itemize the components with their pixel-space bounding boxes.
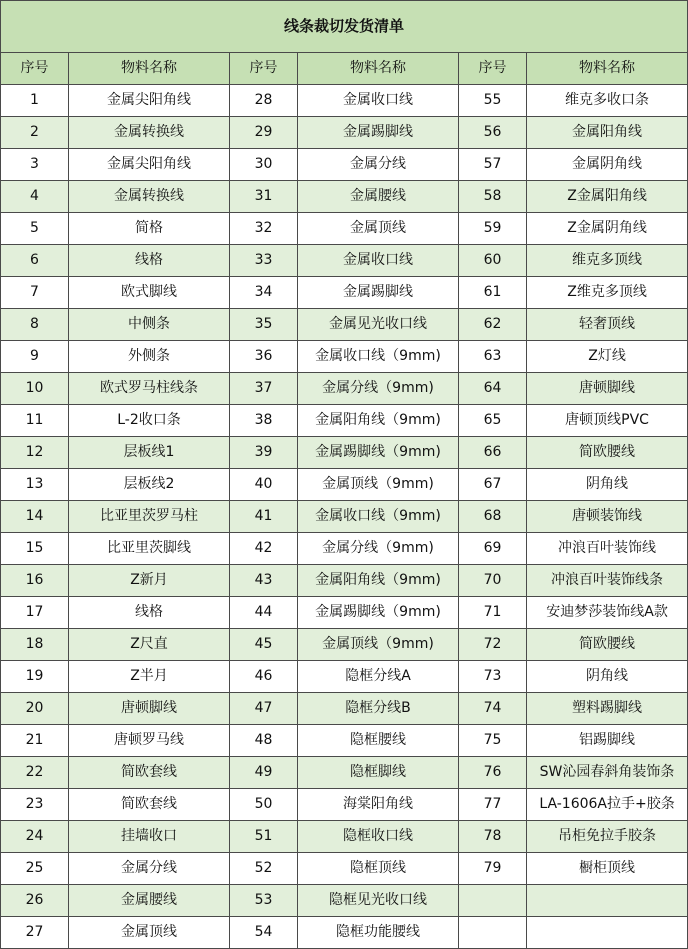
table-row: [1, 789, 688, 821]
seq-cell: [459, 917, 527, 949]
material-name-cell: 金属阳角线（9mm): [298, 565, 459, 597]
table-row: [1, 533, 688, 565]
material-name-cell: 维克多顶线: [527, 245, 688, 277]
seq-cell: 33: [230, 245, 298, 277]
material-name-cell: 金属尖阳角线: [69, 85, 230, 117]
material-name-cell: 金属收口线（9mm): [298, 341, 459, 373]
material-name-cell: 中侧条: [69, 309, 230, 341]
material-name-cell: 线格: [69, 245, 230, 277]
material-name-cell: 海棠阳角线: [298, 789, 459, 821]
seq-cell: 10: [1, 373, 69, 405]
material-name-cell: 层板线1: [69, 437, 230, 469]
seq-cell: 25: [1, 853, 69, 885]
material-name-cell: 唐顿装饰线: [527, 501, 688, 533]
material-name-cell: Z尺直: [69, 629, 230, 661]
table-row: [1, 309, 688, 341]
material-name-cell: 隐框腰线: [298, 725, 459, 757]
table-row: [1, 213, 688, 245]
table-row: [1, 725, 688, 757]
material-name-cell: LA-1606A拉手+胶条: [527, 789, 688, 821]
material-name-cell: 维克多收口条: [527, 85, 688, 117]
seq-cell: 74: [459, 693, 527, 725]
seq-cell: 36: [230, 341, 298, 373]
material-name-cell: 唐顿脚线: [69, 693, 230, 725]
material-name-cell: SW沁园春斜角装饰条: [527, 757, 688, 789]
seq-cell: 16: [1, 565, 69, 597]
material-name-cell: 金属分线: [298, 149, 459, 181]
sheet-title: 线条裁切发货清单: [1, 1, 688, 53]
seq-cell: 42: [230, 533, 298, 565]
material-name-cell: 隐框脚线: [298, 757, 459, 789]
table-row: [1, 853, 688, 885]
material-name-cell: 金属腰线: [298, 181, 459, 213]
seq-cell: 53: [230, 885, 298, 917]
seq-cell: 57: [459, 149, 527, 181]
seq-cell: 68: [459, 501, 527, 533]
seq-cell: 12: [1, 437, 69, 469]
seq-cell: 15: [1, 533, 69, 565]
table-row: [1, 149, 688, 181]
seq-cell: 64: [459, 373, 527, 405]
material-name-cell: 金属转换线: [69, 117, 230, 149]
material-name-cell: 隐框收口线: [298, 821, 459, 853]
table-row: [1, 373, 688, 405]
material-name-cell: 吊柜免拉手胶条: [527, 821, 688, 853]
seq-cell: 77: [459, 789, 527, 821]
table-row: [1, 821, 688, 853]
material-name-cell: 简欧腰线: [527, 437, 688, 469]
seq-cell: 54: [230, 917, 298, 949]
seq-cell: 60: [459, 245, 527, 277]
material-name-cell: 金属顶线（9mm): [298, 469, 459, 501]
seq-cell: 48: [230, 725, 298, 757]
material-name-cell: 金属阳角线: [527, 117, 688, 149]
seq-cell: 58: [459, 181, 527, 213]
seq-cell: 37: [230, 373, 298, 405]
material-name-cell: 欧式罗马柱线条: [69, 373, 230, 405]
seq-cell: 6: [1, 245, 69, 277]
table-row: [1, 917, 688, 949]
header-row: [1, 53, 688, 85]
seq-cell: 69: [459, 533, 527, 565]
seq-cell: 38: [230, 405, 298, 437]
table-row: [1, 757, 688, 789]
seq-cell: 50: [230, 789, 298, 821]
seq-cell: 17: [1, 597, 69, 629]
table-row: [1, 469, 688, 501]
header-seq-2: 序号: [230, 53, 298, 85]
seq-cell: 67: [459, 469, 527, 501]
seq-cell: 29: [230, 117, 298, 149]
material-name-cell: 冲浪百叶装饰线: [527, 533, 688, 565]
seq-cell: 52: [230, 853, 298, 885]
material-name-cell: 安迪梦莎装饰线A款: [527, 597, 688, 629]
seq-cell: 7: [1, 277, 69, 309]
seq-cell: 40: [230, 469, 298, 501]
seq-cell: 18: [1, 629, 69, 661]
material-name-cell: 塑料踢脚线: [527, 693, 688, 725]
table-row: [1, 277, 688, 309]
material-name-cell: Z维克多顶线: [527, 277, 688, 309]
seq-cell: 1: [1, 85, 69, 117]
material-name-cell: 线格: [69, 597, 230, 629]
material-name-cell: 简欧腰线: [527, 629, 688, 661]
header-seq-1: 序号: [1, 53, 69, 85]
material-name-cell: 金属踢脚线: [298, 117, 459, 149]
material-name-cell: 外侧条: [69, 341, 230, 373]
seq-cell: 70: [459, 565, 527, 597]
material-name-cell: Z新月: [69, 565, 230, 597]
material-name-cell: Z半月: [69, 661, 230, 693]
seq-cell: 32: [230, 213, 298, 245]
seq-cell: 62: [459, 309, 527, 341]
header-name-3: 物料名称: [527, 53, 688, 85]
seq-cell: 30: [230, 149, 298, 181]
material-name-cell: 金属分线（9mm): [298, 373, 459, 405]
seq-cell: 63: [459, 341, 527, 373]
seq-cell: 46: [230, 661, 298, 693]
material-name-cell: Z金属阳角线: [527, 181, 688, 213]
seq-cell: 22: [1, 757, 69, 789]
material-name-cell: 隐框分线A: [298, 661, 459, 693]
seq-cell: 73: [459, 661, 527, 693]
material-name-cell: 隐框功能腰线: [298, 917, 459, 949]
seq-cell: 78: [459, 821, 527, 853]
material-name-cell: 唐顿罗马线: [69, 725, 230, 757]
material-name-cell: 比亚里茨罗马柱: [69, 501, 230, 533]
table-row: [1, 885, 688, 917]
material-name-cell: 阴角线: [527, 469, 688, 501]
seq-cell: 39: [230, 437, 298, 469]
seq-cell: 75: [459, 725, 527, 757]
material-name-cell: L-2收口条: [69, 405, 230, 437]
table-row: [1, 405, 688, 437]
material-name-cell: 欧式脚线: [69, 277, 230, 309]
seq-cell: 72: [459, 629, 527, 661]
material-name-cell: 金属顶线（9mm): [298, 629, 459, 661]
seq-cell: 44: [230, 597, 298, 629]
seq-cell: 61: [459, 277, 527, 309]
seq-cell: 19: [1, 661, 69, 693]
material-name-cell: 冲浪百叶装饰线条: [527, 565, 688, 597]
material-name-cell: 金属踢脚线（9mm): [298, 597, 459, 629]
table-row: [1, 565, 688, 597]
material-name-cell: 金属阳角线（9mm): [298, 405, 459, 437]
seq-cell: 41: [230, 501, 298, 533]
seq-cell: 28: [230, 85, 298, 117]
seq-cell: 66: [459, 437, 527, 469]
seq-cell: 49: [230, 757, 298, 789]
material-name-cell: 金属收口线: [298, 245, 459, 277]
material-name-cell: 唐顿脚线: [527, 373, 688, 405]
seq-cell: 47: [230, 693, 298, 725]
seq-cell: 31: [230, 181, 298, 213]
material-name-cell: 金属顶线: [298, 213, 459, 245]
seq-cell: 9: [1, 341, 69, 373]
seq-cell: 35: [230, 309, 298, 341]
table-row: [1, 85, 688, 117]
seq-cell: 45: [230, 629, 298, 661]
material-name-cell: [527, 885, 688, 917]
table-row: [1, 181, 688, 213]
seq-cell: 71: [459, 597, 527, 629]
seq-cell: 55: [459, 85, 527, 117]
seq-cell: 43: [230, 565, 298, 597]
material-name-cell: 隐框见光收口线: [298, 885, 459, 917]
material-name-cell: 金属分线: [69, 853, 230, 885]
seq-cell: 21: [1, 725, 69, 757]
material-name-cell: 金属见光收口线: [298, 309, 459, 341]
material-name-cell: 金属尖阳角线: [69, 149, 230, 181]
seq-cell: 11: [1, 405, 69, 437]
material-name-cell: Z金属阴角线: [527, 213, 688, 245]
seq-cell: 14: [1, 501, 69, 533]
seq-cell: 65: [459, 405, 527, 437]
material-name-cell: 简欧套线: [69, 757, 230, 789]
material-name-cell: 隐框分线B: [298, 693, 459, 725]
material-name-cell: 隐框顶线: [298, 853, 459, 885]
material-name-cell: 层板线2: [69, 469, 230, 501]
seq-cell: [459, 885, 527, 917]
seq-cell: 79: [459, 853, 527, 885]
material-name-cell: 金属腰线: [69, 885, 230, 917]
seq-cell: 4: [1, 181, 69, 213]
table-row: [1, 597, 688, 629]
material-name-cell: [527, 917, 688, 949]
material-name-cell: 金属分线（9mm): [298, 533, 459, 565]
material-name-cell: 金属阴角线: [527, 149, 688, 181]
seq-cell: 2: [1, 117, 69, 149]
material-name-cell: 比亚里茨脚线: [69, 533, 230, 565]
seq-cell: 34: [230, 277, 298, 309]
table-row: [1, 245, 688, 277]
material-name-cell: 金属踢脚线（9mm): [298, 437, 459, 469]
table-row: [1, 117, 688, 149]
table-row: [1, 341, 688, 373]
material-name-cell: 唐顿顶线PVC: [527, 405, 688, 437]
material-name-cell: 金属收口线（9mm): [298, 501, 459, 533]
material-name-cell: 橱柜顶线: [527, 853, 688, 885]
material-name-cell: 挂墙收口: [69, 821, 230, 853]
table-row: [1, 693, 688, 725]
material-name-cell: 金属顶线: [69, 917, 230, 949]
seq-cell: 23: [1, 789, 69, 821]
material-name-cell: 阴角线: [527, 661, 688, 693]
table-row: [1, 661, 688, 693]
seq-cell: 20: [1, 693, 69, 725]
header-name-1: 物料名称: [69, 53, 230, 85]
seq-cell: 26: [1, 885, 69, 917]
material-name-cell: Z灯线: [527, 341, 688, 373]
table-row: [1, 629, 688, 661]
table-row: [1, 437, 688, 469]
material-name-cell: 铝踢脚线: [527, 725, 688, 757]
seq-cell: 3: [1, 149, 69, 181]
header-seq-3: 序号: [459, 53, 527, 85]
seq-cell: 56: [459, 117, 527, 149]
seq-cell: 13: [1, 469, 69, 501]
header-name-2: 物料名称: [298, 53, 459, 85]
seq-cell: 59: [459, 213, 527, 245]
seq-cell: 5: [1, 213, 69, 245]
material-name-cell: 简欧套线: [69, 789, 230, 821]
material-name-cell: 简格: [69, 213, 230, 245]
material-name-cell: 金属转换线: [69, 181, 230, 213]
material-name-cell: 金属收口线: [298, 85, 459, 117]
table-row: [1, 501, 688, 533]
seq-cell: 24: [1, 821, 69, 853]
seq-cell: 27: [1, 917, 69, 949]
seq-cell: 8: [1, 309, 69, 341]
material-name-cell: 金属踢脚线: [298, 277, 459, 309]
seq-cell: 51: [230, 821, 298, 853]
material-name-cell: 轻奢顶线: [527, 309, 688, 341]
seq-cell: 76: [459, 757, 527, 789]
